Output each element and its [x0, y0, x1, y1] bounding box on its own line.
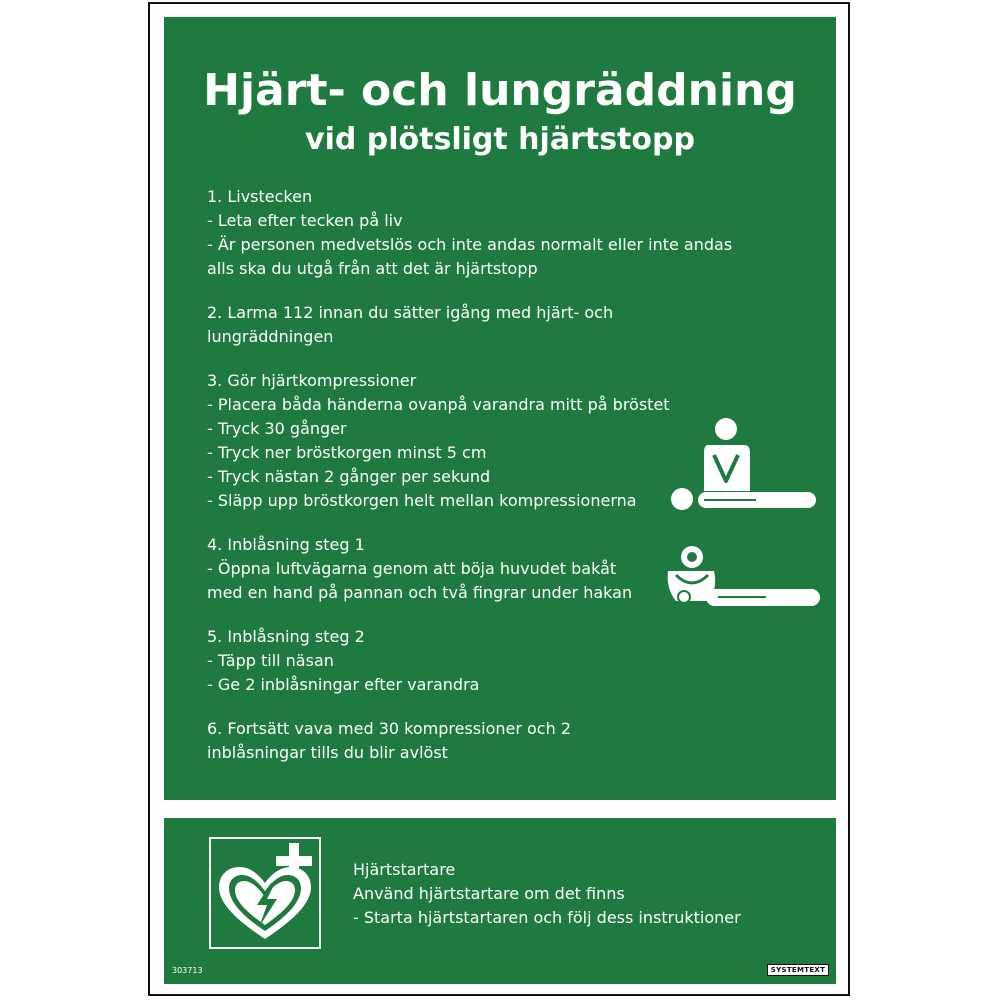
step-2-heading: 2. Larma 112 innan du sätter igång med hjärt- och	[207, 303, 614, 322]
step-6	[207, 717, 807, 765]
step-1	[207, 185, 807, 281]
step-2-line: lungräddningen	[207, 327, 334, 346]
step-5-line: - Ge 2 inblåsningar efter varandra	[207, 675, 480, 694]
step-4-line: - Öppna luftvägarna genom att böja huvudet bakåt	[207, 559, 617, 578]
step-4-heading: 4. Inblåsning steg 1	[207, 535, 365, 554]
step-5-heading: 5. Inblåsning steg 2	[207, 627, 365, 646]
cpr-instructions-panel	[164, 17, 836, 800]
step-1-heading: 1. Livstecken	[207, 187, 313, 206]
step-1-line: - Leta efter tecken på liv	[207, 211, 403, 230]
step-3-line: - Placera båda händerna ovanpå varandra mitt på bröstet	[207, 395, 670, 414]
aed-title: Hjärtstartare	[353, 860, 456, 879]
sign-subtitle: vid plötsligt hjärtstopp	[305, 122, 695, 157]
aed-line: Använd hjärtstartare om det finns	[353, 884, 625, 903]
step-5	[207, 625, 807, 697]
product-code: 303713	[172, 966, 203, 975]
step-3-heading: 3. Gör hjärtkompressioner	[207, 371, 417, 390]
step-1-line: - Är personen medvetslös och inte andas normalt eller inte andas	[207, 235, 733, 254]
step-3-line: - Tryck 30 gånger	[207, 419, 347, 438]
aed-heart-icon	[209, 837, 321, 949]
cpr-compression-icon	[670, 411, 820, 515]
step-3-line: - Tryck ner bröstkorgen minst 5 cm	[207, 443, 487, 462]
airway-opening-icon	[662, 545, 822, 609]
step-6-heading: 6. Fortsätt vava med 30 kompressioner och 2	[207, 719, 571, 738]
step-4-line: med en hand på pannan och två fingrar under hakan	[207, 583, 633, 602]
aed-line: - Starta hjärtstartaren och följ dess instruktioner	[353, 908, 741, 927]
aed-instructions	[353, 858, 741, 930]
step-1-line: alls ska du utgå från att det är hjärtstopp	[207, 259, 538, 278]
aed-heart-graphic	[211, 839, 319, 947]
step-3-line: - Tryck nästan 2 gånger per sekund	[207, 467, 491, 486]
brand-label: SYSTEMTEXT	[767, 964, 829, 976]
aed-panel	[164, 818, 836, 984]
step-6-line: inblåsningar tills du blir avlöst	[207, 743, 448, 762]
step-3-line: - Släpp upp bröstkorgen helt mellan kompressionerna	[207, 491, 637, 510]
step-2	[207, 301, 807, 349]
sign-title: Hjärt- och lungräddning	[203, 65, 797, 116]
step-5-line: - Täpp till näsan	[207, 651, 334, 670]
